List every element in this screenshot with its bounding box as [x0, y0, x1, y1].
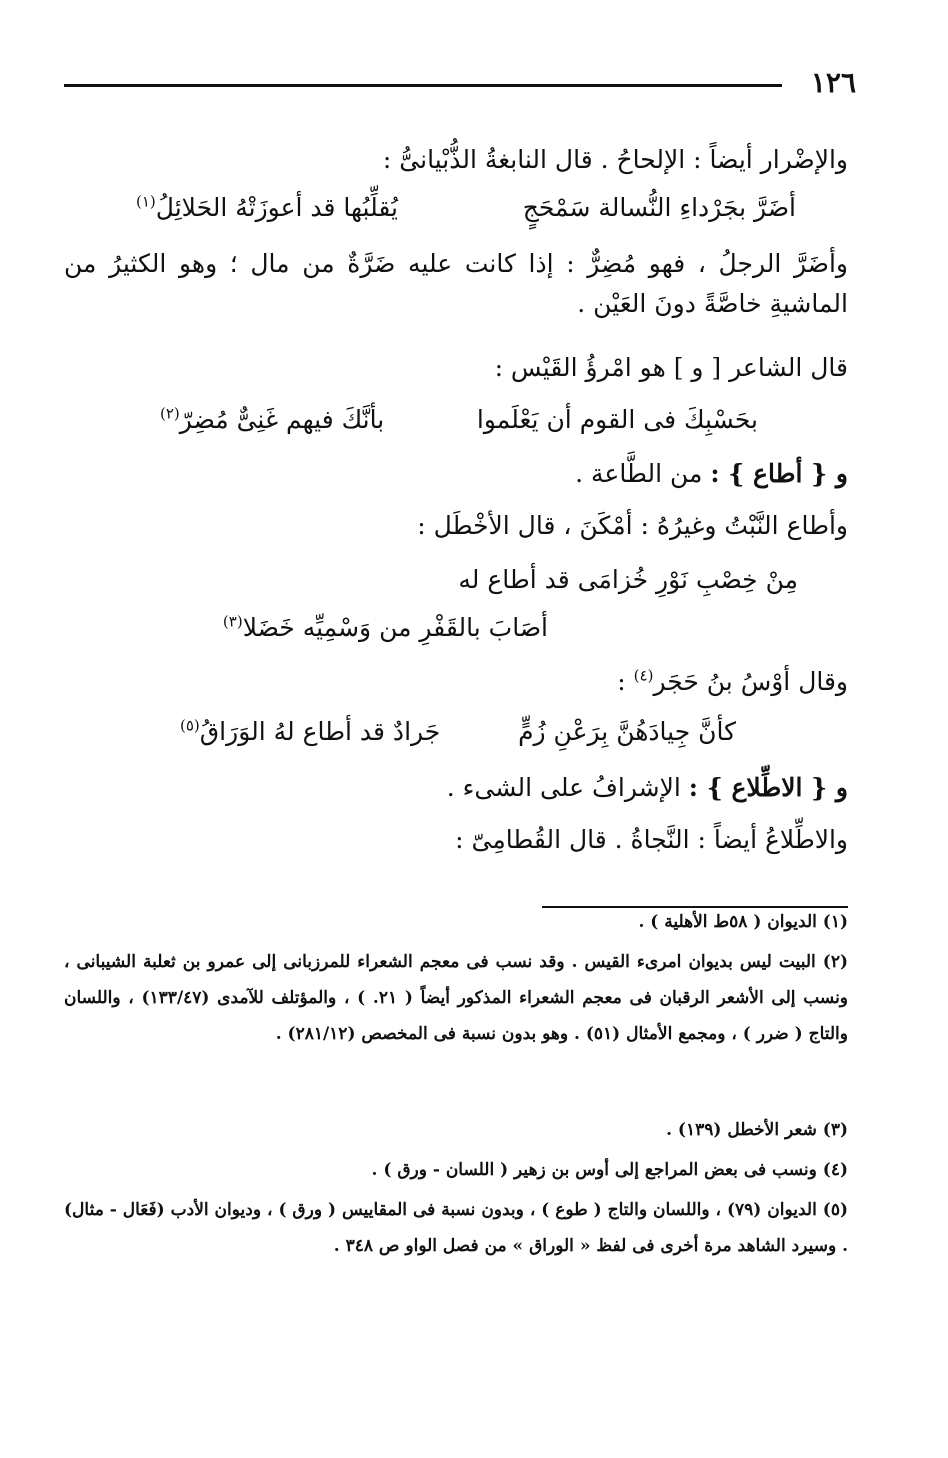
text-line-6-end: :	[617, 667, 626, 696]
footnote-1: (١) الديوان ( ٥٨ط الأهلية ) .	[638, 912, 848, 932]
footnote-ref-2: (٢)	[160, 404, 180, 423]
footnote-ref-4: (٤)	[633, 666, 654, 685]
text-line-4-rest: من الطَّاعة .	[575, 459, 703, 488]
text-line-7	[64, 768, 848, 808]
verse-4-second-hemistich	[180, 712, 440, 752]
text-line-5: وأطاع النَّبْتُ وغيرُهُ : أمْكَنَ ، قال الأخْطَل :	[417, 511, 848, 540]
footnote-5: (٥) الديوان (٧٩) ، واللسان والتاج ( طوع ) ، وبدون نسبة فى المقاييس ( ورق ) ، وديوان الأدب (فَعَال - مثال) . وسيرد الشاهد مرة أخرى فى لفظ « الوراق » من فصل الواو ص ٣٤٨ .	[64, 1200, 848, 1256]
header-rule	[64, 84, 782, 87]
footnote-ref-1: (١)	[136, 192, 156, 211]
text-line-8: والاطِّلاعُ أيضاً : النَّجاةُ . قال القُطامِىّ :	[455, 825, 848, 854]
verse-4-first-hemistich: كأنَّ جِيادَهُنَّ بِرَعْنِ زُمٍّ	[518, 717, 736, 746]
footnote-ref-3: (٣)	[222, 612, 243, 631]
verse-2-first-hemistich: بحَسْبِكَ فى القوم أن يَعْلَموا	[476, 405, 758, 434]
verse-4-second-text: جَرادٌ قد أطاع لهُ الوَرَاقُ	[199, 717, 441, 746]
text-line-1: والإضْرار أيضاً : الإلحاحُ . قال النابغةُ الذُّبْيانىُّ :	[382, 145, 848, 174]
verse-3-first-hemistich: مِنْ خِصْبِ نَوْرِ خُزامَى قد أطاع له	[458, 565, 798, 594]
text-paragraph-2: وأضَرَّ الرجلُ ، فهو مُضِرٌّ : إذا كانت عليه ضَرَّةٌ من مال ؛ وهو الكثيرُ من الماشيةِ خاصَّةً دونَ العَيْن .	[64, 249, 848, 318]
verse-3-second-hemistich	[223, 608, 548, 648]
text-line-6-text: وقال أوْسُ بنُ حَجَر	[653, 667, 848, 696]
verse-1-second-text: يُقلِّبُها قد أعوزَتْهُ الحَلائِلُ	[155, 193, 398, 222]
page-number: ١٢٦	[810, 66, 856, 99]
text-line-3: قال الشاعر [ و ] هو امْرؤُ القَيْس :	[494, 353, 848, 382]
footnote-3: (٣) شعر الأخطل (١٣٩) .	[666, 1120, 848, 1140]
text-line-4	[64, 454, 848, 494]
headword-ataa: و { أطاع } :	[710, 459, 848, 488]
footnote-4: (٤) ونسب فى بعض المراجع إلى أوس بن زهير ( اللسان - ورق ) .	[371, 1160, 848, 1180]
footnote-2: (٢) البيت ليس بديوان امرىء القيس . وقد نسب فى معجم الشعراء للمرزبانى إلى عمرو بن ثعلبة الشيبانى ، ونسب إلى الأشعر الرقبان فى معجم الشعراء المذكور أيضاً ( ٢١. ) ، والمؤتلف للآمدى (١٣٣/٤٧) ، واللسان والتاج ( ضرر ) ، ومجمع الأمثال (٥١) . وهو بدون نسبة فى المخصص (٢٨١/١٢) .	[64, 952, 849, 1044]
footnote-ref-5: (٥)	[180, 716, 200, 735]
verse-2-second-text: بأنَّكَ فيهم غَنِىٌّ مُضِرّ	[179, 405, 385, 434]
verse-1-second-hemistich	[136, 188, 398, 228]
verse-2-second-hemistich	[160, 400, 384, 440]
text-line-6	[64, 662, 848, 702]
verse-1-first-hemistich: أضَرَّ بجَرْداءِ النُّسالة سَمْحَجٍ	[522, 193, 796, 222]
headword-ittilaa: و { الاطِّلاع } :	[688, 773, 848, 802]
text-line-7-rest: الإشرافُ على الشىء .	[446, 773, 681, 802]
verse-3-second-text: أصَابَ بالقَفْرِ من وَسْمِيِّه خَضَلا	[242, 613, 548, 642]
